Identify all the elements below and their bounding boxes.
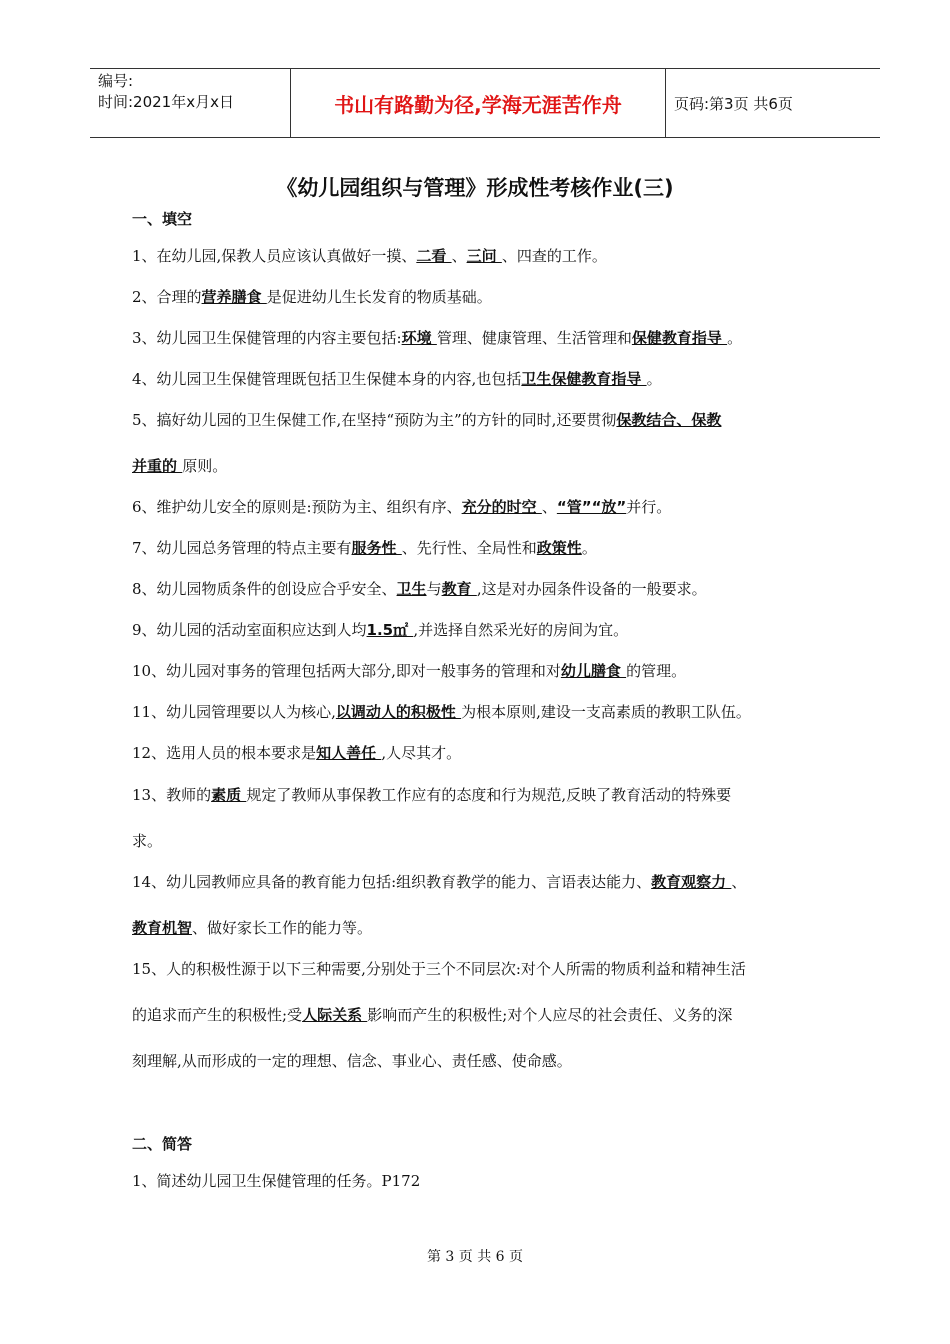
question-10 (132, 648, 842, 694)
question-text: 3、幼儿园卫生保健管理的内容主要包括: (132, 329, 402, 347)
question-text: 、先行性、全局性和 (401, 539, 537, 557)
answer: 政策性 (536, 539, 582, 557)
document-header (90, 68, 880, 138)
page-footer: 第 3 页 共 6 页 (426, 1249, 524, 1265)
time-label: 时间:2021年x月x日 (98, 93, 234, 111)
question-13 (132, 772, 842, 864)
question-text: ,人尽其才。 (381, 744, 462, 762)
question-text: 。 (581, 539, 597, 557)
question-text: 规定了教师从事保教工作应有的态度和行为规范,反映了教育活动的特殊要 (246, 786, 732, 804)
question-2 (132, 274, 842, 320)
answer: 服务性 (351, 539, 402, 557)
question-text: 11、幼儿园管理要以人为核心, (132, 703, 336, 721)
answer: 保健教育指导 (631, 329, 728, 347)
question-text: 、 (451, 247, 467, 265)
answer: 幼儿膳食 (560, 662, 627, 680)
answer: “管”“放” (556, 498, 627, 516)
answer: 素质 (211, 786, 247, 804)
answer: 营养膳食 (201, 288, 267, 306)
question-text: 、做好家长工作的能力等。 (192, 919, 373, 937)
question-9 (132, 607, 842, 653)
answer: 卫生保健教育指导 (521, 370, 647, 388)
question-text: 15、人的积极性源于以下三种需要,分别处于三个不同层次:对个人所需的物质利益和精神生活 (132, 960, 746, 978)
answer: 二看 (416, 247, 452, 265)
question-text: 1、简述幼儿园卫生保健管理的任务。P172 (132, 1172, 421, 1190)
question-4 (132, 356, 842, 402)
question-text: 13、教师的 (132, 786, 212, 804)
header-page-info: 页码:第3页 共6页 (674, 94, 793, 113)
answer: 教育 (441, 580, 477, 598)
question-8 (132, 566, 842, 612)
question-text: 求。 (132, 832, 163, 850)
question-text: 、四查的工作。 (501, 247, 607, 265)
question-text: 管理、健康管理、生活管理和 (436, 329, 632, 347)
answer: 1.5㎡ (366, 621, 414, 639)
question-3 (132, 315, 842, 361)
question-text: 2、合理的 (132, 288, 202, 306)
answer: 保教结合、保教 (616, 411, 722, 429)
answer: 卫生 (396, 580, 427, 598)
question-text: 原则。 (182, 457, 228, 475)
answer: 教育观察力 (651, 873, 732, 891)
question-text: 的管理。 (626, 662, 687, 680)
question-text: 、 (541, 498, 557, 516)
question-6 (132, 484, 842, 530)
answer: 人际关系 (302, 1006, 368, 1024)
question-text: ,并选择自然采光好的房间为宜。 (413, 621, 629, 639)
section-heading-fill-blank: 一、填空 (132, 210, 193, 228)
question-text: 14、幼儿园教师应具备的教育能力包括:组织教育教学的能力、言语表达能力、 (132, 873, 652, 891)
answer: 环境 (401, 329, 437, 347)
question-text: 。 (727, 329, 743, 347)
question-7 (132, 525, 842, 571)
question-text: 影响而产生的积极性;对个人应尽的社会责任、义务的深 (367, 1006, 733, 1024)
number-label: 编号: (98, 72, 134, 90)
question-text: 刻理解,从而形成的一定的理想、信念、事业心、责任感、使命感。 (132, 1052, 572, 1070)
question-text: 5、搞好幼儿园的卫生保健工作,在坚持“预防为主”的方针的同时,还要贯彻 (132, 411, 617, 429)
question-text: 、 (731, 873, 747, 891)
question-text: 8、幼儿园物质条件的创设应合乎安全、 (132, 580, 397, 598)
section-heading-short-answer: 二、简答 (132, 1135, 193, 1153)
answer: 充分的时空 (461, 498, 542, 516)
short-answer-question-1 (132, 1158, 842, 1204)
answer: 教育机智 (132, 919, 193, 937)
question-text: 与 (426, 580, 442, 598)
answer: 以调动人的积极性 (335, 703, 462, 721)
question-14 (132, 859, 842, 951)
question-text: 1、在幼儿园,保教人员应该认真做好一摸、 (132, 247, 417, 265)
question-11 (132, 689, 842, 735)
answer: 并重的 (132, 457, 183, 475)
question-text: 。 (646, 370, 662, 388)
question-text: 4、幼儿园卫生保健管理既包括卫生保健本身的内容,也包括 (132, 370, 522, 388)
document-title: 《幼儿园组织与管理》形成性考核作业(三) (276, 176, 674, 200)
header-meta (90, 69, 290, 137)
question-text: 12、选用人员的根本要求是 (132, 744, 317, 762)
question-text: 是促进幼儿生长发育的物质基础。 (266, 288, 492, 306)
question-5 (132, 397, 842, 489)
question-text: 7、幼儿园总务管理的特点主要有 (132, 539, 352, 557)
header-motto: 书山有路勤为径,学海无涯苦作舟 (290, 69, 666, 137)
question-text: 并行。 (626, 498, 672, 516)
question-1 (132, 233, 842, 279)
question-text: 的追求而产生的积极性;受 (132, 1006, 303, 1024)
question-15 (132, 946, 842, 1084)
question-text: 10、幼儿园对事务的管理包括两大部分,即对一般事务的管理和对 (132, 662, 561, 680)
question-12 (132, 730, 842, 776)
answer: 知人善任 (316, 744, 382, 762)
question-text: 9、幼儿园的活动室面积应达到人均 (132, 621, 367, 639)
question-text: 为根本原则,建设一支高素质的教职工队伍。 (461, 703, 751, 721)
answer: 三问 (466, 247, 502, 265)
question-text: ,这是对办园条件设备的一般要求。 (476, 580, 707, 598)
question-text: 6、维护幼儿安全的原则是:预防为主、组织有序、 (132, 498, 462, 516)
